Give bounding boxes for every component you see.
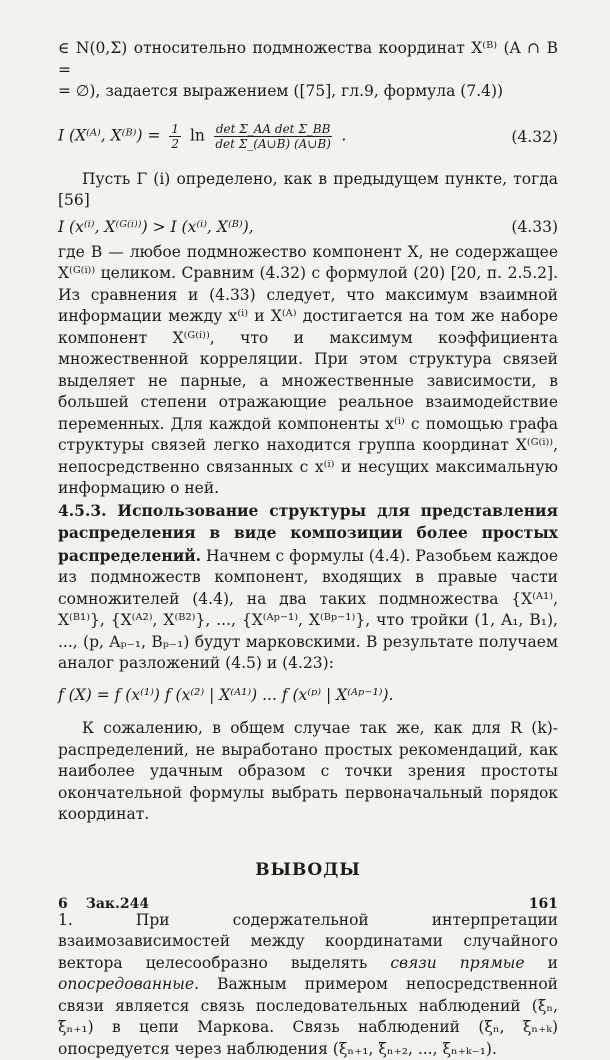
text-line-1: ∈ N(0,Σ) относительно подмножества координат X⁽ᴮ⁾ (A ∩ B =: [58, 38, 558, 81]
section-title: 4.5.3. Использование структуры для представления распределения в виде композиции более простых распределений.: [58, 501, 558, 565]
eq433-number: (4.33): [511, 218, 558, 236]
printer-signature: 6 Зак.244: [58, 896, 167, 912]
paragraph-comparison: где B — любое подмножество компонент X, не содержащее X⁽ᴳ⁽ⁱ⁾⁾ целиком. Сравним (4.32) с формулой (20) [20, п. 2.5.2]. Из сравнения и (4.33) следует, что максимум взаимной информации между x⁽ⁱ⁾ и X⁽ᴬ⁾ достигается на том же наборе компонент X⁽ᴳ⁽ⁱ⁾⁾, что и максимум коэффициента множественной корреляции. При этом структура связей выделяет не парные, а множественные зависимости, в большей степени отражающие реальное взаимодействие переменных. Для каждой компоненты x⁽ⁱ⁾ с помощью графа структуры связей легко находится группа координат X⁽ᴳ⁽ⁱ⁾⁾, непосредственно связанных с x⁽ⁱ⁾ и несущих максимальную информацию о ней.: [58, 242, 558, 500]
heading-conclusions: ВЫВОДЫ: [58, 860, 558, 880]
paragraph-gamma: Пусть Γ (i) определено, как в предыдущем пункте, тогда [56]: [58, 169, 558, 212]
page-number: 161: [529, 896, 558, 912]
eq433-body: I (x⁽ⁱ⁾, X⁽ᴳ⁽ⁱ⁾⁾) > I (x⁽ⁱ⁾, X⁽ᴮ⁾),: [58, 218, 254, 236]
eq432-half: $\frac{1}{2}$: [169, 122, 181, 151]
eq432-fraction: $\frac{\text{det Σ\_AA det Σ\_BB}}{\text{det Σ\_(A∪B) (A∪B)}}$: [214, 122, 333, 151]
paragraph-conclusion-1: 1. При содержательной интерпретации взаимозависимостей между координатами случайного вектора целесообразно выделять связи прямые и опосредованные. Важным примером непосредственной связи является связь последовательных наблюдений (ξₙ, ξₙ₊₁) в цепи Маркова. Связь наблюдений (ξₙ, ξₙ₊ₖ) опосредуется через наблюдения (ξₙ₊₁, ξₙ₊₂, ..., ξₙ₊ₖ₋₁).: [58, 910, 558, 1060]
eq432-ln: ln: [190, 127, 205, 145]
equation-4-33: [58, 212, 558, 242]
em-indirect: опосредованные: [58, 975, 194, 993]
equation-f: f (X) = f (x⁽¹⁾) f (x⁽²⁾ | X⁽ᴬ¹⁾) ... f (x⁽ᵖ⁾ | X⁽ᴬᵖ⁻¹⁾).: [58, 685, 558, 707]
em-direct: связи прямые: [390, 954, 524, 972]
page-footer: [58, 896, 558, 912]
section-4-5-3: 4.5.3. Использование структуры для представления распределения в виде композиции более простых распределений. Начнем с формулы (4.4). Разобьем каждое из подмножеств компонент, входящих в правые части сомножителей (4.4), на два таких подмножества {X⁽ᴬ¹⁾, X⁽ᴮ¹⁾}, {X⁽ᴬ²⁾, X⁽ᴮ²⁾}, ..., {X⁽ᴬᵖ⁻¹⁾, X⁽ᴮᵖ⁻¹⁾}, что тройки (1, A₁, B₁), ..., (p, Aₚ₋₁, Bₚ₋₁) будут марковскими. В результате получаем аналог разложений (4.5) и (4.23):: [58, 500, 558, 675]
eq432-number: (4.32): [511, 128, 558, 146]
text-line-2: = ∅), задается выражением ([75], гл.9, формула (7.4)): [58, 81, 558, 103]
paragraph-regret: К сожалению, в общем случае так же, как для R (k)-распределений, не выработано простых рекомендаций, как наиболее удачным образом с точки зрения простоты окончательной формулы выбрать первоначальный порядок координат.: [58, 718, 558, 826]
equation-4-32: I (X⁽ᴬ⁾, X⁽ᴮ⁾) = $\frac{1}{2}$ ln $\frac{\text{det Σ\_AA det Σ\_BB}}{\text{det Σ\_(A∪B) (A∪B)}}$ . (4.32): [58, 111, 558, 163]
eq432-lhs: I (X⁽ᴬ⁾, X⁽ᴮ⁾) =: [58, 127, 160, 145]
